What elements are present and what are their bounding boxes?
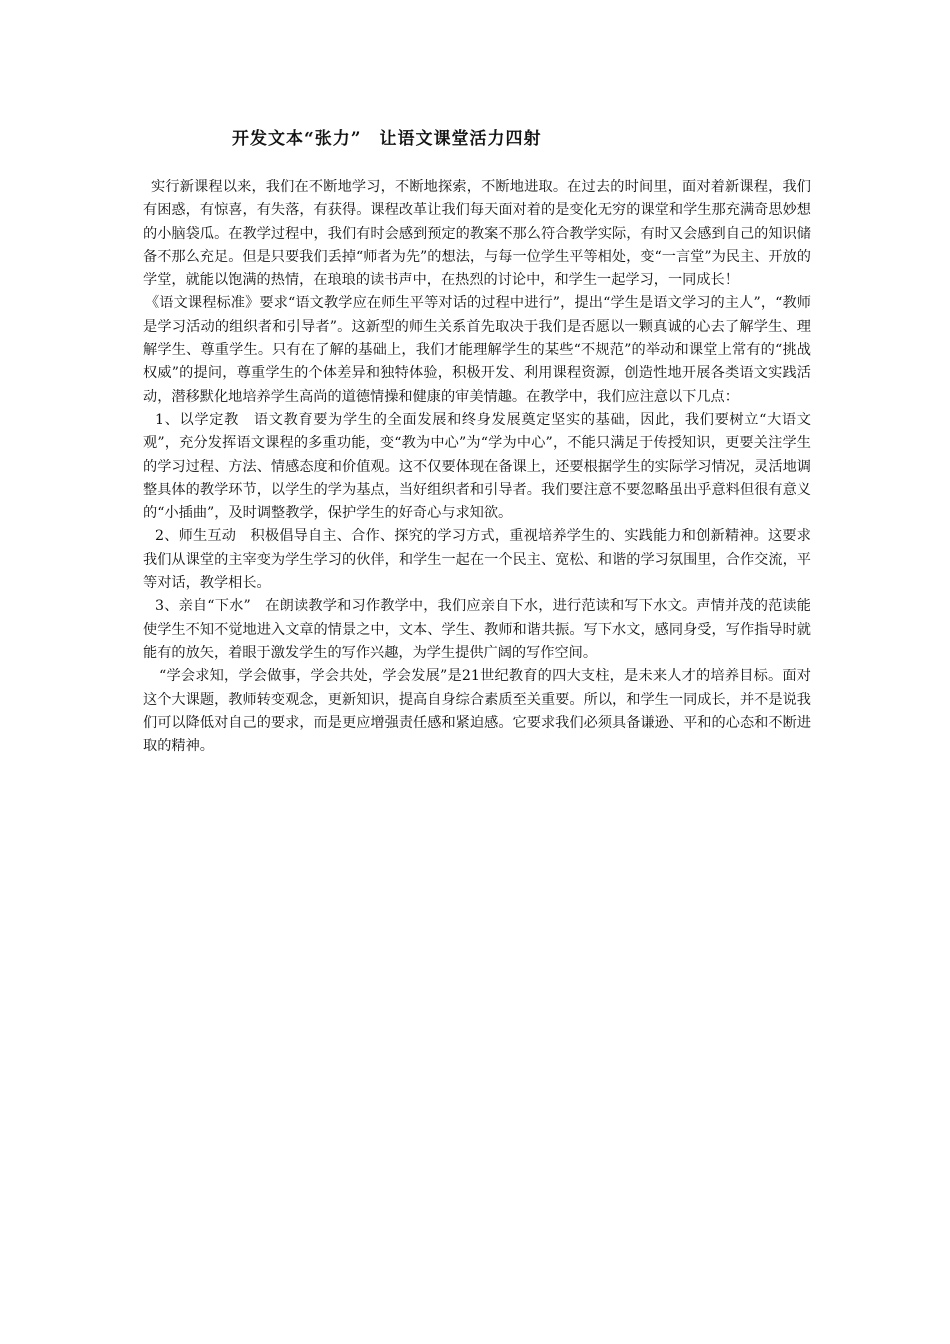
- paragraph-intro: 实行新课程以来，我们在不断地学习，不断地探索，不断地进取。在过去的时间里，面对着新课程，我们有困惑，有惊喜，有失落，有获得。课程改革让我们每天面对着的是变化无穷的课堂和学生那充满奇思妙想的小脑袋瓜。在教学过程中，我们有时会感到预定的教案不那么符合教学实际，有时又会感到自己的知识储备不那么充足。但是只要我们丢掉“师者为先”的想法，与每一位学生平等相处，变“一言堂”为民主、开放的学堂，就能以饱满的热情，在琅琅的读书声中，在热烈的讨论中，和学生一起学习，一同成长！: [143, 179, 811, 289]
- paragraph-point-3: 3、亲自“下水” 在朗读教学和习作教学中，我们应亲自下水，进行范读和写下水文。声情并茂的范读能使学生不知不觉地进入文章的情景之中，文本、学生、教师和谐共振。写下水文，感同身受，写作指导时就能有的放矢，着眼于激发学生的写作兴趣，为学生提供广阔的写作空间。: [143, 598, 811, 661]
- document-body: [143, 176, 811, 758]
- paragraph-conclusion: “学会求知，学会做事，学会共处，学会发展”是21世纪教育的四大支柱，是未来人才的培养目标。面对这个大课题，教师转变观念，更新知识，提高自身综合素质至关重要。所以，和学生一同成长，并不是说我们可以降低对自己的要求，而是更应增强责任感和紧迫感。它要求我们必须具备谦逊、平和的心态和不断进取的精神。: [143, 668, 811, 755]
- paragraph-point-2: 2、师生互动 积极倡导自主、合作、探究的学习方式，重视培养学生的、实践能力和创新精神。这要求我们从课堂的主宰变为学生学习的伙伴，和学生一起在一个民主、宽松、和谐的学习氛围里，合作交流，平等对话，教学相长。: [143, 528, 811, 592]
- paragraph-point-1: 1、以学定教 语文教育要为学生的全面发展和终身发展奠定坚实的基础，因此，我们要树立“大语文观”，充分发挥语文课程的多重功能，变“教为中心”为“学为中心”，不能只满足于传授知识，更要关注学生的学习过程、方法、情感态度和价值观。这不仅要体现在备课上，还要根据学生的实际学习情况，灵活地调整具体的教学环节，以学生的学为基点，当好组织者和引导者。我们要注意不要忽略虽出乎意料但很有意义的“小插曲”，及时调整教学，保护学生的好奇心与求知欲。: [143, 411, 811, 522]
- paragraph-curriculum-standard: 《语文课程标准》要求“语文教学应在师生平等对话的过程中进行”，提出“学生是语文学习的主人”，“教师是学习活动的组织者和引导者”。这新型的师生关系首先取决于我们是否愿以一颗真诚的心去了解学生、理解学生、尊重学生。只有在了解的基础上，我们才能理解学生的某些“不规范”的举动和课堂上常有的“挑战权威”的提问，尊重学生的个体差异和独特体验，积极开发、利用课程资源，创造性地开展各类语文实践活动，潜移默化地培养学生高尚的道德情操和健康的审美情趣。在教学中，我们应注意以下几点：: [143, 295, 811, 405]
- document-title: 开发文本“张力” 让语文课堂活力四射: [232, 129, 542, 149]
